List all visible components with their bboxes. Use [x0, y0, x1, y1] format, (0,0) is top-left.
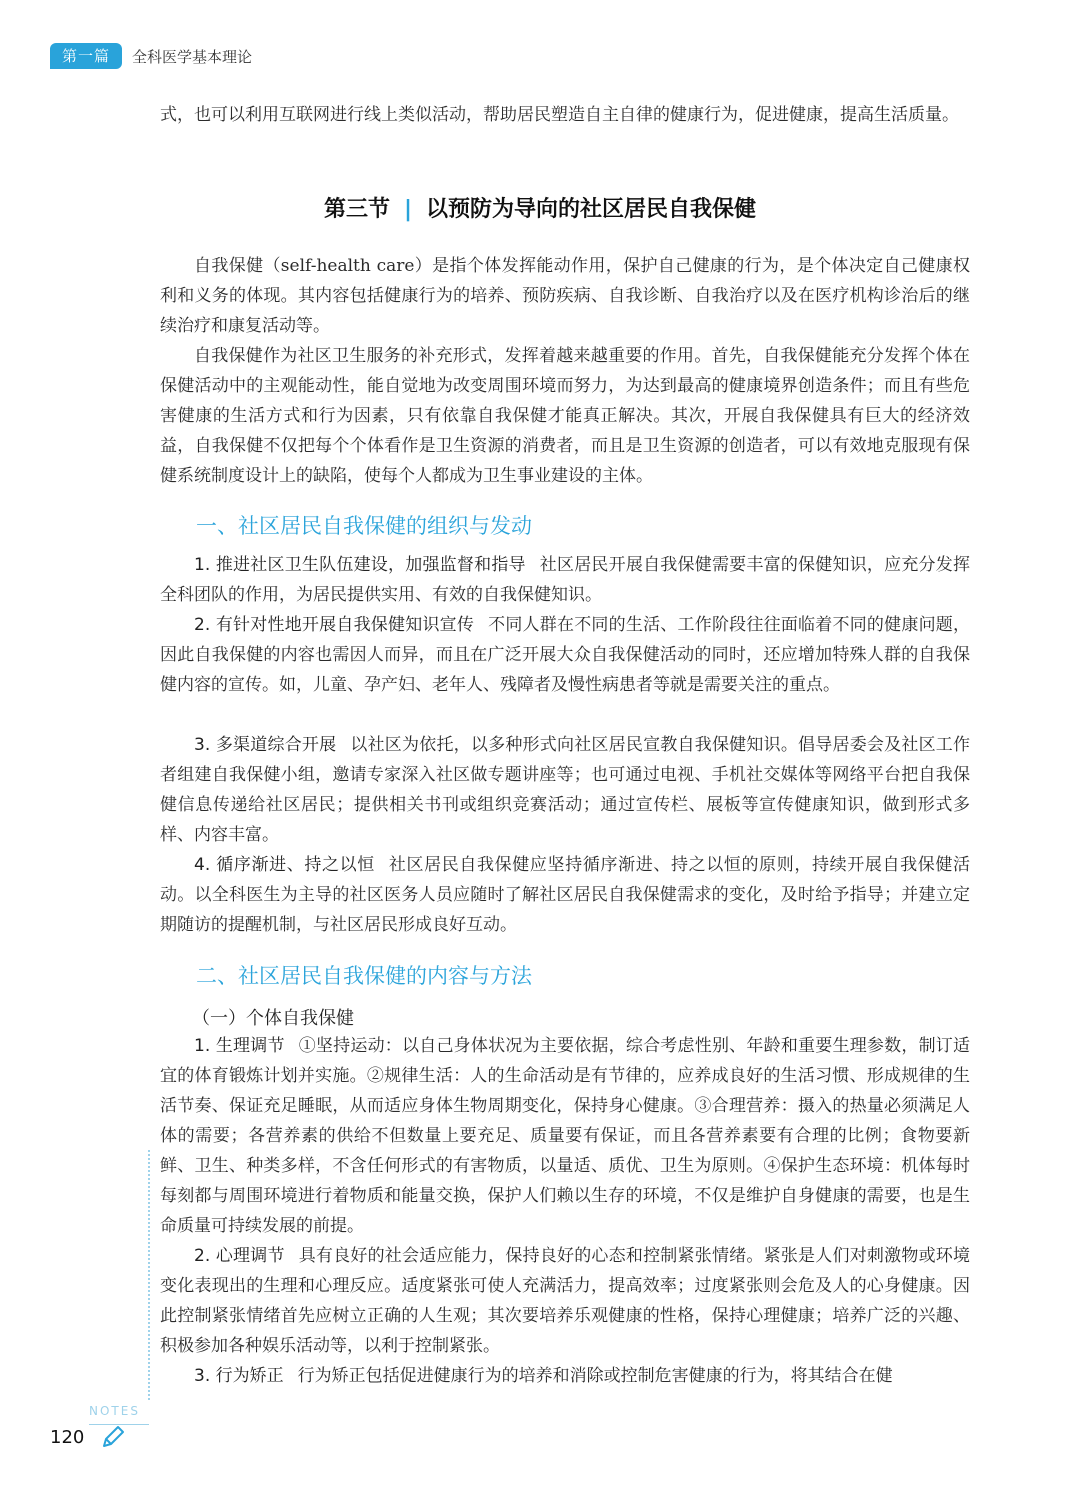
item-text: 社区居民自我保健应坚持循序渐进、持之以恒的原则，持续开展自我保健活动。以全科医生为主导的社区医务人员应随时了解社区居民自我保健需求的变化，及时给予指导；并建立定期随访的提醒机制，与社区居民形成良好互动。 [160, 855, 970, 935]
pencil-icon [100, 1424, 126, 1450]
chapter-title: 全科医学基本理论 [132, 47, 253, 66]
chapter-tag: 第一篇 [50, 43, 122, 69]
list-item [160, 550, 970, 610]
section-title: 以预防为导向的社区居民自我保健 [426, 197, 757, 222]
list-item [160, 610, 970, 700]
notes-margin-line [148, 1150, 150, 1400]
page-number: 120 [50, 1427, 85, 1448]
item-lead: 2. 有针对性地开展自我保健知识宣传 [194, 615, 475, 635]
item-text: 具有良好的社会适应能力，保持良好的心态和控制紧张情绪。紧张是人们对刺激物或环境变化表现出的生理和心理反应。适度紧张可使人充满活力，提高效率；过度紧张则会危及人的心身健康。因此控制紧张情绪首先应树立正确的人生观；其次要培养乐观健康的性格，保持心理健康；培养广泛的兴趣、积极参加各种娱乐活动等，以利于控制紧张。 [160, 1246, 971, 1356]
section-heading [0, 192, 1080, 223]
notes-label: NOTES [89, 1404, 140, 1418]
item-lead: 1. 生理调节 [194, 1036, 285, 1056]
item-lead: 2. 心理调节 [194, 1246, 285, 1266]
item-text: 行为矫正包括促进健康行为的培养和消除或控制危害健康的行为，将其结合在健 [297, 1366, 893, 1386]
list-item [160, 1031, 970, 1241]
divider-bar: | [403, 197, 413, 222]
list-item [160, 1361, 970, 1391]
item-text: 社区居民开展自我保健需要丰富的保健知识，应充分发挥全科团队的作用，为居民提供实用、有效的自我保健知识。 [160, 555, 970, 605]
item-text: 不同人群在不同的生活、工作阶段往往面临着不同的健康问题，因此自我保健的内容也需因人而异，而且在广泛开展大众自我保健活动的同时，还应增加特殊人群的自我保健内容的宣传。如，儿童、孕产妇、老年人、残障者及慢性病患者等就是需要关注的重点。 [160, 615, 971, 695]
list-item [160, 1241, 970, 1361]
running-header [50, 42, 252, 70]
item-text: ①坚持运动：以自己身体状况为主要依据，综合考虑性别、年龄和重要生理参数，制订适宜的体育锻炼计划并实施。②规律生活：人的生命活动是有节律的，应养成良好的生活习惯、形成规律的生活节奏、保证充足睡眠，从而适应身体生物周期变化，保持身心健康。③合理营养：摄入的热量必须满足人体的需要；各营养素的供给不但数量上要充足、质量要有保证，而且各营养素要有合理的比例；食物要新鲜、卫生、种类多样，不含任何形式的有害物质，以量适、质优、卫生为原则。④保护生态环境：机体每时每刻都与周围环境进行着物质和能量交换，保护人们赖以生存的环境，不仅是维护自身健康的需要，也是生命质量可持续发展的前提。 [160, 1036, 971, 1236]
heading-content-methods: 二、社区居民自我保健的内容与方法 [196, 964, 532, 988]
item-lead: 4. 循序渐进、持之以恒 [194, 855, 375, 875]
intro-paragraph: 式，也可以利用互联网进行线上类似活动，帮助居民塑造自主自律的健康行为，促进健康，提高生活质量。 [160, 105, 959, 125]
item-lead: 1. 推进社区卫生队伍建设，加强监督和指导 [194, 555, 526, 575]
paragraph-definition: 自我保健（self-health care）是指个体发挥能动作用，保护自己健康的行为，是个体决定自己健康权利和义务的体现。其内容包括健康行为的培养、预防疾病、自我诊断、自我治疗以及在医疗机构诊治后的继续治疗和康复活动等。 [160, 256, 970, 336]
list-item [160, 850, 970, 940]
section-number: 第三节 [323, 197, 390, 222]
heading-organization: 一、社区居民自我保健的组织与发动 [196, 514, 532, 538]
subheading-individual: （一）个体自我保健 [192, 1008, 354, 1029]
list-item [160, 730, 970, 850]
item-lead: 3. 多渠道综合开展 [194, 735, 337, 755]
paragraph-role: 自我保健作为社区卫生服务的补充形式，发挥着越来越重要的作用。首先，自我保健能充分发挥个体在保健活动中的主观能动性，能自觉地为改变周围环境而努力，为达到最高的健康境界创造条件；而且有些危害健康的生活方式和行为因素，只有依靠自我保健才能真正解决。其次，开展自我保健具有巨大的经济效益，自我保健不仅把每个个体看作是卫生资源的消费者，而且是卫生资源的创造者，可以有效地克服现有保健系统制度设计上的缺陷，使每个人都成为卫生事业建设的主体。 [160, 346, 970, 486]
item-lead: 3. 行为矫正 [194, 1366, 284, 1386]
item-text: 以社区为依托，以多种形式向社区居民宣教自我保健知识。倡导居委会及社区工作者组建自我保健小组，邀请专家深入社区做专题讲座等；也可通过电视、手机社交媒体等网络平台把自我保健信息传递给社区居民；提供相关书刊或组织竞赛活动；通过宣传栏、展板等宣传健康知识，做到形式多样、内容丰富。 [160, 735, 971, 845]
